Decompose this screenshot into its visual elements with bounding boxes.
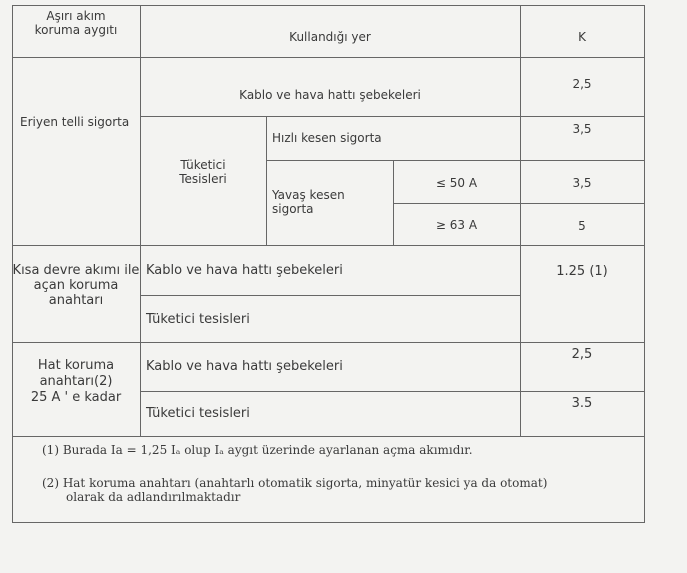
divider-slow-fuse <box>393 203 644 204</box>
divider-fuse-end <box>12 245 644 246</box>
k-le50: 3,5 <box>572 176 592 190</box>
sc-cable-network: Kablo ve hava hattı şebekeleri <box>146 263 343 278</box>
mcb-label-line2: anahtarı(2) <box>39 374 113 389</box>
divider-fast-fuse <box>266 160 644 161</box>
slow-line1: Yavaş kesen <box>272 188 345 202</box>
note-1: (1) Burada Ia = 1,25 Iₐ olup Iₐ aygıt üzerinde ayarlanan açma akımıdır. <box>42 443 473 457</box>
consumer-line2: Tesisleri <box>179 172 227 186</box>
divider-cable-fuse <box>140 116 644 117</box>
mcb-label-line3: 25 A ' e kadar <box>30 390 122 405</box>
fuse-label: Eriyen telli sigorta <box>20 115 130 129</box>
fuse-cable-network: Kablo ve hava hattı şebekeleri <box>239 88 421 102</box>
note-2-line1: (2) Hat koruma anahtarı (anahtarlı otomatik sigorta, minyatür kesici ya da otomat) <box>42 476 548 490</box>
slow-line2: sigorta <box>272 202 314 216</box>
col-divider-consumer <box>266 116 267 246</box>
current-le50: ≤ 50 A <box>435 176 478 190</box>
header-device-line1: Aşırı akım <box>46 9 106 23</box>
sc-label-line2: açan koruma <box>33 278 119 293</box>
sc-label-line1: Kısa devre akımı ile <box>12 263 140 278</box>
notes-border-bottom <box>12 522 644 523</box>
k-cable-fuse: 2,5 <box>572 77 592 91</box>
divider-table-end <box>12 436 644 437</box>
col-divider-device <box>140 5 141 437</box>
sc-consumer: Tüketici tesisleri <box>146 312 250 327</box>
header-divider <box>12 57 644 58</box>
mcb-k1: 2,5 <box>571 347 593 362</box>
k-fast: 3,5 <box>572 122 592 136</box>
mcb-cable-network: Kablo ve hava hattı şebekeleri <box>146 359 343 374</box>
note-2-line2: olarak da adlandırılmaktadır <box>66 490 241 504</box>
header-k: K <box>578 30 586 44</box>
col-divider-current <box>393 160 394 246</box>
consumer-line1: Tüketici <box>180 158 226 172</box>
divider-sc-cable <box>140 295 520 296</box>
mcb-consumer: Tüketici tesisleri <box>146 406 250 421</box>
mcb-label-line1: Hat koruma <box>37 358 115 373</box>
header-usage: Kullandığı yer <box>289 30 371 44</box>
mcb-k2: 3.5 <box>571 396 593 411</box>
current-ge63: ≥ 63 A <box>435 218 478 232</box>
sc-label-line3: anahtarı <box>48 293 104 308</box>
table-border-right <box>644 5 645 523</box>
k-ge63: 5 <box>578 219 586 233</box>
divider-mcb-cable <box>140 391 644 392</box>
fast-fuse: Hızlı kesen sigorta <box>272 131 382 145</box>
table-border-top <box>12 5 644 6</box>
sc-k: 1.25 (1) <box>556 264 608 279</box>
header-device-line2: koruma aygıtı <box>34 23 118 37</box>
divider-sc-end <box>12 342 644 343</box>
